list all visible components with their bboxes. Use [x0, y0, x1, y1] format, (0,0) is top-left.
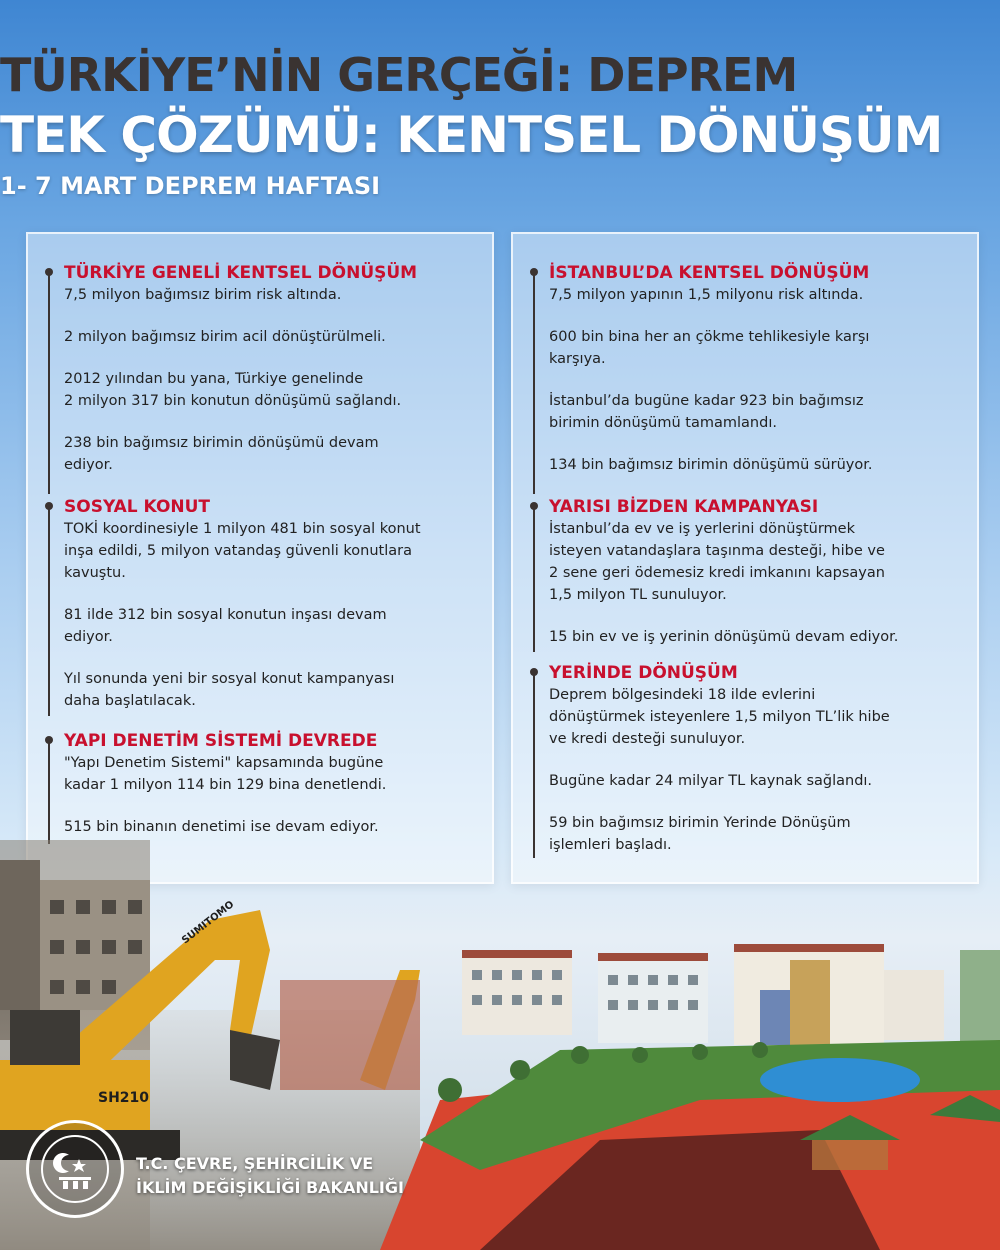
section-line — [533, 672, 535, 858]
left-info-panel — [26, 232, 494, 884]
section-heading: SOSYAL KONUT — [64, 497, 211, 517]
section-text: 59 bin bağımsız birimin Yerinde Dönüşüm — [549, 815, 851, 831]
section-line — [533, 506, 535, 652]
section-heading: YERİNDE DÖNÜŞÜM — [549, 663, 738, 683]
section-line — [48, 740, 50, 844]
ministry-name-line2: İKLİM DEĞİŞİKLİĞİ BAKANLIĞI — [136, 1178, 404, 1197]
section-heading: TÜRKİYE GENELİ KENTSEL DÖNÜŞÜM — [64, 263, 418, 283]
section-yapi-denetim — [48, 730, 488, 838]
section-text: 515 bin binanın denetimi ise devam ediyor. — [64, 819, 379, 835]
section-text: 7,5 milyon yapının 1,5 milyonu risk altında. — [549, 287, 864, 303]
section-text: 2 milyon 317 bin konutun dönüşümü sağlandı. — [64, 393, 402, 409]
section-text: işlemleri başladı. — [549, 837, 672, 853]
section-text: ediyor. — [64, 629, 113, 645]
section-line — [48, 272, 50, 494]
section-text: daha başlatılacak. — [64, 693, 196, 709]
section-text: 7,5 milyon bağımsız birim risk altında. — [64, 287, 342, 303]
subtitle: 1- 7 MART DEPREM HAFTASI — [0, 172, 381, 200]
logo-emblem — [43, 1137, 107, 1201]
section-text: "Yapı Denetim Sistemi" kapsamında bugüne — [64, 755, 384, 771]
section-text: karşıya. — [549, 351, 606, 367]
ministry-name-line1: T.C. ÇEVRE, ŞEHİRCİLİK VE — [136, 1154, 374, 1173]
section-text: ediyor. — [64, 457, 113, 473]
section-text: kadar 1 milyon 114 bin 129 bina denetlendi. — [64, 777, 387, 793]
section-text: 81 ilde 312 bin sosyal konutun inşası devam — [64, 607, 387, 623]
section-text: Bugüne kadar 24 milyar TL kaynak sağlandı. — [549, 773, 873, 789]
section-text: 2 sene geri ödemesiz kredi imkanını kapsayan — [549, 565, 885, 581]
excavator-model-text: SH210 — [98, 1090, 150, 1106]
section-text: Yıl sonunda yeni bir sosyal konut kampanyası — [64, 671, 395, 687]
logo-inner-ring — [41, 1135, 109, 1203]
section-text: 2 milyon bağımsız birim acil dönüştürülmeli. — [64, 329, 386, 345]
section-text: 1,5 milyon TL sunuluyor. — [549, 587, 727, 603]
section-text: inşa edildi, 5 milyon vatandaş güvenli konutlara — [64, 543, 412, 559]
section-sosyal-konut — [48, 496, 488, 712]
section-text: 600 bin bina her an çökme tehlikesiyle karşı — [549, 329, 870, 345]
section-text: 238 bin bağımsız birimin dönüşümü devam — [64, 435, 379, 451]
section-text: kavuştu. — [64, 565, 126, 581]
section-turkiye-kentsel-donusum — [48, 262, 488, 476]
right-info-panel — [511, 232, 979, 884]
section-text: isteyen vatandaşlara taşınma desteği, hibe ve — [549, 543, 885, 559]
section-istanbul-kentsel-donusum — [533, 262, 973, 476]
section-heading: YAPI DENETİM SİSTEMİ DEVREDE — [64, 731, 378, 751]
section-text: dönüştürmek isteyenlere 1,5 milyon TL’lik hibe — [549, 709, 890, 725]
section-text: Deprem bölgesindeki 18 ilde evlerini — [549, 687, 816, 703]
main-title-line2: TEK ÇÖZÜMÜ: KENTSEL DÖNÜŞÜM — [0, 106, 943, 164]
excavator-brand-text: SUMITOMO — [180, 899, 237, 947]
section-text: İstanbul’da bugüne kadar 923 bin bağımsız — [549, 393, 864, 409]
ministry-logo-icon — [26, 1120, 124, 1218]
section-yarisi-bizden — [533, 496, 973, 648]
section-text: 2012 yılından bu yana, Türkiye genelinde — [64, 371, 364, 387]
section-line — [533, 272, 535, 494]
section-heading: YARISI BİZDEN KAMPANYASI — [549, 497, 819, 517]
section-yerinde-donusum — [533, 662, 973, 856]
section-text: TOKİ koordinesiyle 1 milyon 481 bin sosyal konut — [64, 521, 421, 537]
section-heading: İSTANBUL’DA KENTSEL DÖNÜŞÜM — [549, 263, 870, 283]
section-line — [48, 506, 50, 716]
section-text: İstanbul’da ev ve iş yerlerini dönüştürmek — [549, 521, 856, 537]
section-text: birimin dönüşümü tamamlandı. — [549, 415, 777, 431]
main-title-line1: TÜRKİYE’NİN GERÇEĞİ: DEPREM — [0, 48, 798, 102]
section-text: 15 bin ev ve iş yerinin dönüşümü devam ediyor. — [549, 629, 899, 645]
section-text: 134 bin bağımsız birimin dönüşümü sürüyor. — [549, 457, 873, 473]
ministry-name — [136, 1152, 466, 1200]
section-text: ve kredi desteği sunuluyor. — [549, 731, 746, 747]
